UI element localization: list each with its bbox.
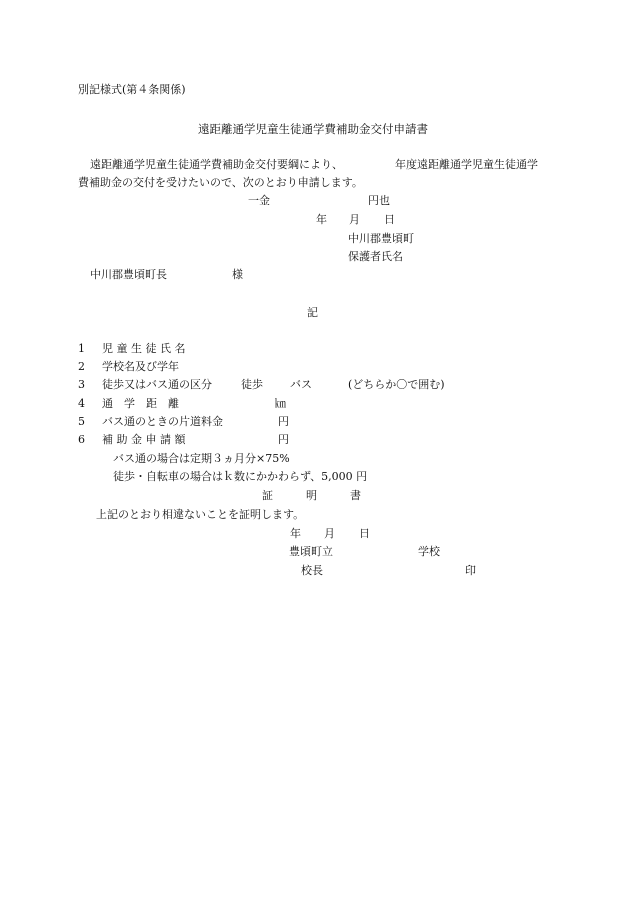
- bus-fare-unit: 円: [278, 415, 289, 428]
- school-name-suffix: 学校: [418, 545, 440, 558]
- item-number: 2: [78, 360, 85, 373]
- commute-option-note: (どちらか〇で囲む): [348, 378, 445, 391]
- item-label-student-name: 児 童 生 徒 氏 名: [102, 342, 186, 355]
- principal-label: 校長: [301, 564, 323, 577]
- note-bus: バス通の場合は定期３ヵ月分×75%: [113, 452, 290, 465]
- item-number: 4: [78, 397, 85, 410]
- guardian-name-label: 保護者氏名: [348, 250, 403, 263]
- certificate-title-char: 明: [306, 489, 317, 502]
- subsidy-unit: 円: [278, 433, 289, 446]
- applicant-address: 中川郡豊頃町: [348, 232, 414, 245]
- date-day: 日: [384, 213, 395, 226]
- certificate-statement: 上記のとおり相違ないことを証明します。: [96, 508, 305, 521]
- ki-heading: 記: [307, 306, 318, 319]
- item-label-bus-fare: バス通のときの片道料金: [102, 415, 223, 428]
- certificate-date-day: 日: [359, 527, 370, 540]
- item-label-distance: 通 学 距 離: [102, 397, 179, 410]
- amount-suffix: 円也: [368, 194, 390, 207]
- certificate-title-char: 証: [262, 489, 273, 502]
- item-number: 5: [78, 415, 85, 428]
- date-month: 月: [349, 213, 360, 226]
- item-label-subsidy-amount: 補 助 金 申 請 額: [102, 433, 186, 446]
- addressee-honorific: 様: [232, 268, 243, 281]
- note-walk: 徒歩・自転車の場合はｋ数にかかわらず、5,000 円: [113, 470, 368, 483]
- intro-text-part1: 遠距離通学児童生徒通学費補助金交付要綱により、: [90, 158, 343, 171]
- seal-mark: 印: [465, 564, 476, 577]
- item-label-commute-type: 徒歩又はバス通の区分: [102, 378, 212, 391]
- school-name-prefix: 豊頃町立: [289, 545, 333, 558]
- commute-option-walk: 徒歩: [241, 378, 263, 391]
- certificate-date-year: 年: [290, 527, 301, 540]
- form-reference: 別記様式(第４条関係): [78, 83, 186, 96]
- certificate-date-month: 月: [324, 527, 335, 540]
- certificate-title-char: 書: [350, 489, 361, 502]
- intro-text-part2: 年度遠距離通学児童生徒通学: [395, 158, 538, 171]
- document-title: 遠距離通学児童生徒通学費補助金交付申請書: [198, 122, 428, 136]
- amount-prefix: 一金: [248, 194, 270, 207]
- item-number: 6: [78, 433, 85, 446]
- item-number: 3: [78, 378, 85, 391]
- intro-text-line2: 費補助金の交付を受けたいので、次のとおり申請します。: [78, 176, 363, 189]
- date-year: 年: [316, 213, 327, 226]
- addressee-name: 中川郡豊頃町長: [90, 268, 167, 281]
- item-label-school-grade: 学校名及び学年: [102, 360, 179, 373]
- commute-option-bus: バス: [290, 378, 312, 391]
- item-number: 1: [78, 342, 85, 355]
- distance-unit: ㎞: [275, 397, 286, 410]
